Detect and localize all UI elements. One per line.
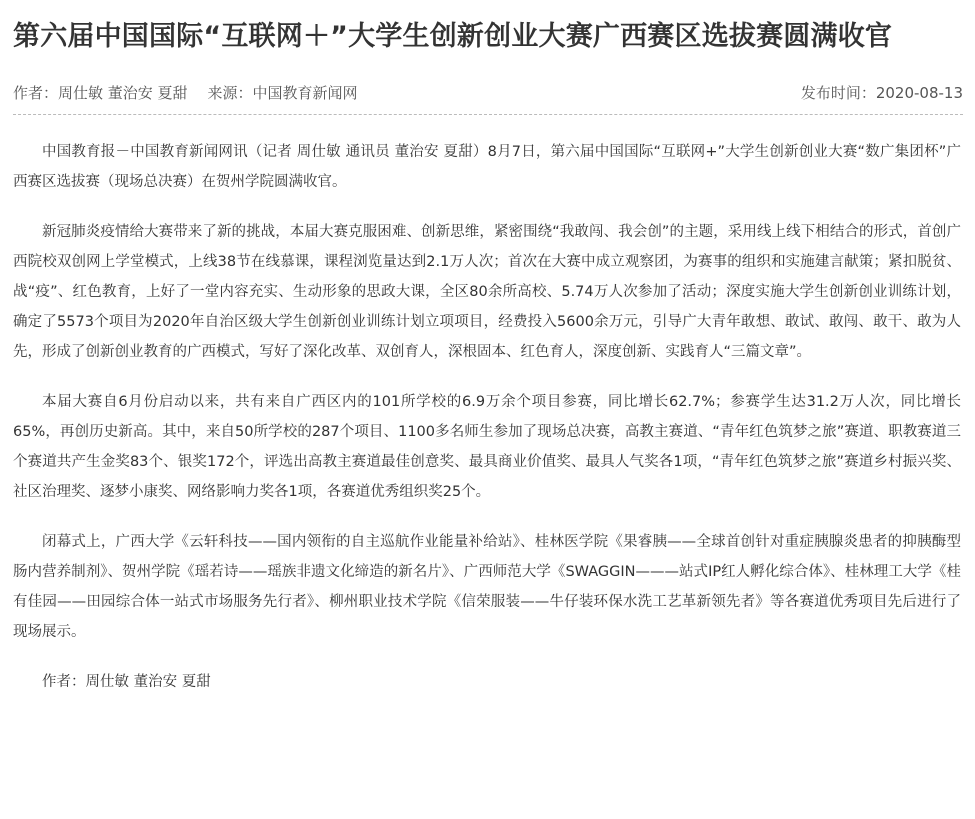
article-paragraph: 闭幕式上，广西大学《云轩科技——国内领衔的自主巡航作业能量补给站》、桂林医学院《果睿胰——全球首创针对重症胰腺炎患者的抑胰酶型肠内营养制剂》、贺州学院《瑶若诗——瑶族非遗文化缔造的新名片》、广西师范大学《SWAGGIN———站式IP红人孵化综合体》、桂林理工大学《桂有佳园——田园综合体一站式市场服务先行者》、柳州职业技术学院《信荣服装——牛仔装环保水洗工艺革新领先者》等各赛道优秀项目先后进行了现场展示。 bbox=[13, 534, 961, 640]
article-author-footer: 作者：周仕敏 董治安 夏甜 bbox=[42, 674, 211, 690]
meta-left bbox=[13, 82, 358, 103]
article-title: 第六届中国国际“互联网＋”大学生创新创业大赛广西赛区选拔赛圆满收官 bbox=[13, 21, 893, 52]
article-body bbox=[13, 137, 963, 697]
publish-date: 发布时间：2020-08-13 bbox=[800, 83, 963, 102]
article-paragraph: 中国教育报－中国教育新闻网讯（记者 周仕敏 通讯员 董治安 夏甜）8月7日，第六届中国国际“互联网+”大学生创新创业大赛“数广集团杯”广西赛区选拔赛（现场总决赛）在贺州学院圆满收官。 bbox=[13, 144, 961, 190]
author-label: 作者：周仕敏 董治安 夏甜 bbox=[13, 83, 188, 102]
source-label: 来源：中国教育新闻网 bbox=[207, 83, 358, 102]
article-paragraph: 新冠肺炎疫情给大赛带来了新的挑战，本届大赛克服困难、创新思维，紧密围绕“我敢闯、我会创”的主题，采用线上线下相结合的形式，首创广西院校双创网上学堂模式，上线38节在线慕课，课程浏览量达到2.1万人次；首次在大赛中成立观察团，为赛事的组织和实施建言献策；紧扣脱贫、战“疫”、红色教育，上好了一堂内容充实、生动形象的思政大课，全区80余所高校、5.74万人次参加了活动；深度实施大学生创新创业训练计划，确定了5573个项目为2020年自治区级大学生创新创业训练计划立项项目，经费投入5600余万元，引导广大青年敢想、敢试、敢闯、敢干、敢为人先，形成了创新创业教育的广西模式，写好了深化改革、双创育人，深根固本、红色育人，深度创新、实践育人“三篇文章”。 bbox=[13, 224, 961, 360]
article-meta bbox=[13, 80, 963, 115]
article-paragraph: 本届大赛自6月份启动以来，共有来自广西区内的101所学校的6.9万余个项目参赛，同比增长62.7%；参赛学生达31.2万人次，同比增长65%，再创历史新高。其中，来自50所学校的287个项目、1100多名师生参加了现场总决赛，高教主赛道、“青年红色筑梦之旅”赛道、职教赛道三个赛道共产生金奖83个、银奖172个，评选出高教主赛道最佳创意奖、最具商业价值奖、最具人气奖各1项，“青年红色筑梦之旅”赛道乡村振兴奖、社区治理奖、逐梦小康奖、网络影响力奖各1项，各赛道优秀组织奖25个。 bbox=[13, 394, 961, 500]
article-page bbox=[13, 0, 963, 697]
